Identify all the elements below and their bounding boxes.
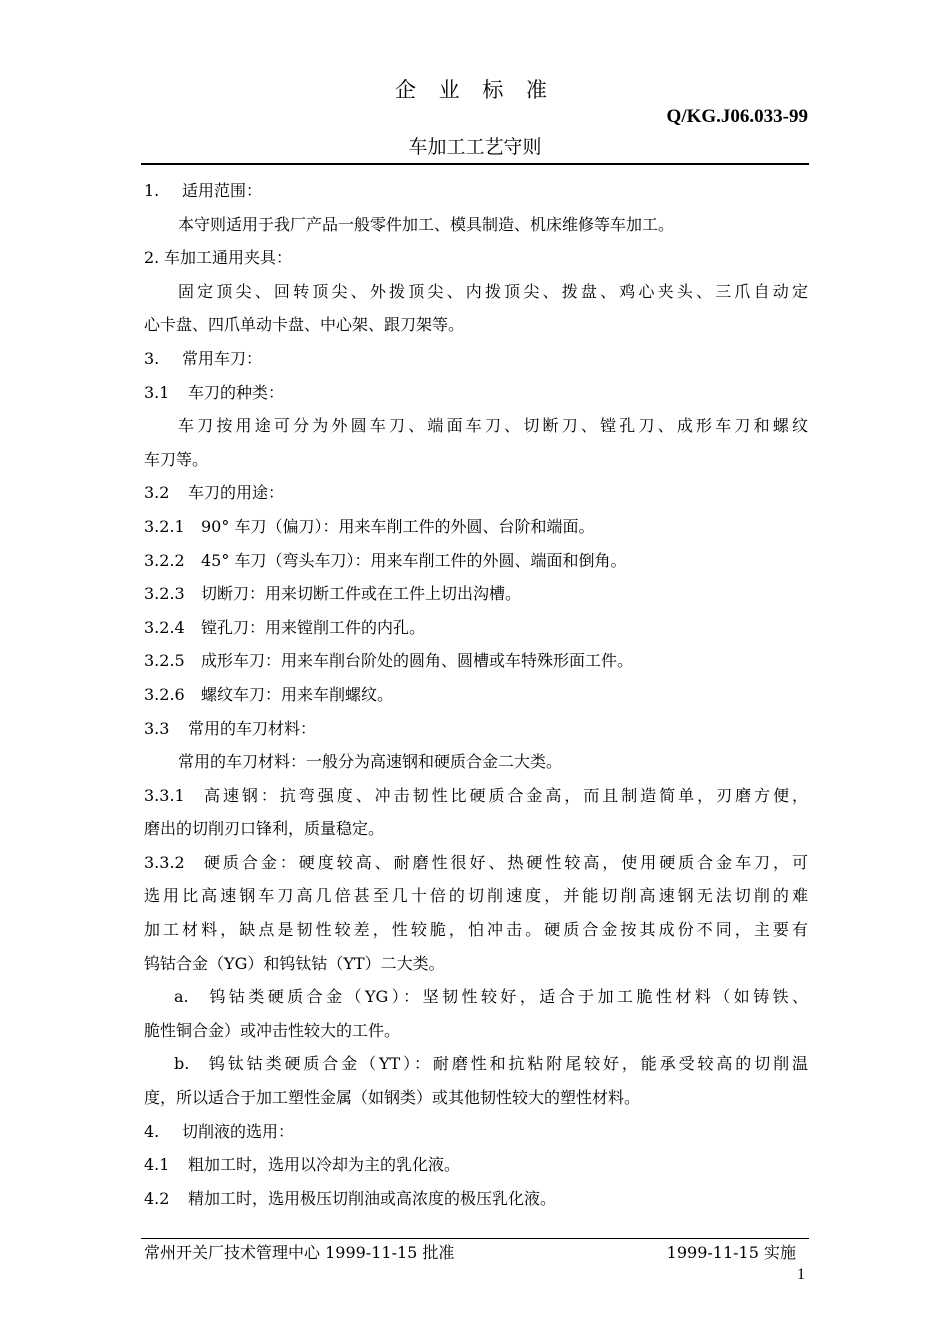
list-marker: a. bbox=[174, 987, 189, 1007]
section-number: 3.3.2 bbox=[144, 852, 185, 872]
item-text: 镗孔刀：用来镗削工件的内孔。 bbox=[201, 617, 426, 637]
section-text: 车刀的种类： bbox=[188, 382, 285, 402]
section-number: 4.1 bbox=[144, 1155, 170, 1175]
document-body bbox=[144, 174, 808, 1215]
paragraph-line: 本守则适用于我厂产品一般零件加工、模具制造、机床维修等车加工。 bbox=[178, 214, 675, 234]
section-number: 4. bbox=[144, 1121, 160, 1141]
section-text: 常用车刀： bbox=[182, 348, 263, 368]
section-text: 切削液的选用： bbox=[182, 1121, 295, 1141]
item-text: 45° 车刀（弯头车刀）：用来车削工件的外圆、端面和倒角。 bbox=[201, 550, 627, 570]
subsection-heading bbox=[144, 476, 808, 510]
section-text: 车刀的用途： bbox=[188, 483, 285, 503]
document-code: Q/KG.J06.033-99 bbox=[666, 106, 808, 127]
section-number: 3.2 bbox=[144, 483, 170, 503]
item-line bbox=[144, 644, 808, 678]
item-line bbox=[144, 510, 808, 544]
section-text: 适用范围： bbox=[182, 181, 263, 200]
section-text: 精加工时，选用极压切削油或高浓度的极压乳化液。 bbox=[188, 1188, 557, 1208]
subsection-heading bbox=[144, 376, 808, 410]
paragraph-line: 磨出的切削刃口锋利，质量稳定。 bbox=[144, 819, 385, 839]
item-line bbox=[144, 846, 808, 880]
paragraph-line: 选用比高速钢车刀高几倍甚至几十倍的切削速度，并能切削高速钢无法切削的难 bbox=[144, 886, 808, 906]
item-line bbox=[144, 678, 808, 712]
paragraph-line: 度，所以适合于加工塑性金属（如钢类）或其他韧性较大的塑性材料。 bbox=[144, 1088, 641, 1108]
section-number: 3.2.3 bbox=[144, 584, 185, 604]
paragraph-line: 钨钴合金（YG）和钨钛钴（YT）二大类。 bbox=[144, 953, 445, 973]
item-line bbox=[144, 779, 808, 813]
item-text: 切断刀：用来切断工件或在工件上切出沟槽。 bbox=[201, 584, 522, 604]
footer-divider bbox=[141, 1238, 809, 1239]
footer-approval: 常州开关厂技术管理中心 1999-11-15 批准 bbox=[144, 1243, 455, 1262]
item-text: 螺纹车刀：用来车削螺纹。 bbox=[201, 684, 394, 704]
paragraph-line: 固定顶尖、回转顶尖、外拨顶尖、内拨顶尖、拨盘、鸡心夹头、三爪自动定 bbox=[178, 281, 808, 301]
section-number: 3.3.1 bbox=[144, 785, 185, 805]
list-marker: b. bbox=[174, 1054, 190, 1074]
item-text: 90° 车刀（偏刀）：用来车削工件的外圆、台阶和端面。 bbox=[201, 516, 595, 536]
section-text: 车加工通用夹具： bbox=[164, 248, 293, 268]
section-text: 常用的车刀材料： bbox=[188, 718, 317, 738]
section-number: 3.2.2 bbox=[144, 550, 185, 570]
page-number: 1 bbox=[797, 1266, 805, 1283]
section-number: 3.1 bbox=[144, 382, 170, 402]
paragraph-line: 车刀按用途可分为外圆车刀、端面车刀、切断刀、镗孔刀、成形车刀和螺纹 bbox=[178, 416, 808, 436]
section-number: 2. bbox=[144, 248, 160, 268]
section-number: 3. bbox=[144, 348, 160, 368]
document-title: 车加工工艺守则 bbox=[408, 136, 542, 158]
section-number: 3.2.6 bbox=[144, 684, 185, 704]
paragraph-line: 加工材料，缺点是韧性较差，性较脆，怕冲击。硬质合金按其成份不同，主要有 bbox=[144, 920, 808, 940]
section-number: 3.2.5 bbox=[144, 651, 185, 671]
list-item-a bbox=[144, 980, 808, 1014]
item-line bbox=[144, 611, 808, 645]
section-number: 3.2.4 bbox=[144, 617, 185, 637]
section-number: 3.3 bbox=[144, 718, 170, 738]
item-line bbox=[144, 544, 808, 578]
paragraph-line: 车刀等。 bbox=[144, 449, 209, 469]
paragraph-line: 常用的车刀材料：一般分为高速钢和硬质合金二大类。 bbox=[178, 752, 563, 772]
section-text: 粗加工时，选用以冷却为主的乳化液。 bbox=[188, 1155, 461, 1175]
section-number: 4.2 bbox=[144, 1188, 170, 1208]
header-divider bbox=[141, 163, 809, 165]
section-heading bbox=[144, 342, 808, 376]
subsection-heading bbox=[144, 1148, 808, 1182]
subsection-heading bbox=[144, 712, 808, 746]
item-line bbox=[144, 577, 808, 611]
item-text: 成形车刀：用来车削台阶处的圆角、圆槽或车特殊形面工件。 bbox=[201, 651, 634, 671]
item-text: 高速钢：抗弯强度、冲击韧性比硬质合金高，而且制造简单，刃磨方便， bbox=[201, 785, 808, 805]
subsection-heading bbox=[144, 1182, 808, 1216]
section-heading bbox=[144, 1115, 808, 1149]
standard-header: 企 业 标 准 bbox=[394, 78, 556, 102]
list-item-b bbox=[144, 1047, 808, 1081]
section-number: 1. bbox=[144, 181, 160, 200]
paragraph-line: 脆性铜合金）或冲击性较大的工件。 bbox=[144, 1020, 401, 1040]
paragraph-line: 心卡盘、四爪单动卡盘、中心架、跟刀架等。 bbox=[144, 315, 465, 335]
section-number: 3.2.1 bbox=[144, 516, 185, 536]
footer-implementation: 1999-11-15 实施 bbox=[666, 1243, 796, 1262]
section-heading bbox=[144, 241, 808, 275]
item-text: 硬质合金：硬度较高、耐磨性很好、热硬性较高，使用硬质合金车刀，可 bbox=[201, 852, 808, 872]
item-text: 钨钴类硬质合金（YG）：坚韧性较好，适合于加工脆性材料（如铸铁、 bbox=[206, 987, 808, 1007]
item-text: 钨钛钴类硬质合金（YT）：耐磨性和抗粘附尾较好，能承受较高的切削温 bbox=[206, 1054, 808, 1074]
section-heading bbox=[144, 174, 808, 208]
